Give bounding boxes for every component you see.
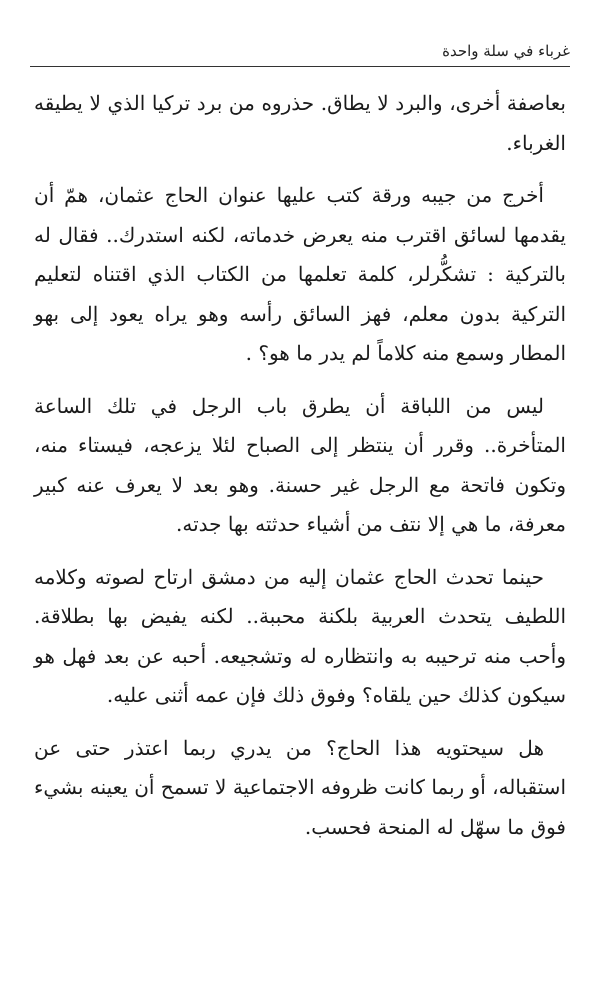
paragraph-4: حينما تحدث الحاج عثمان إليه من دمشق ارتاح لصوته وكلامه اللطيف يتحدث العربية بلكنة محببة.. لكنه يفيض بها بطلاقة. وأحب منه ترحيبه به وانتظاره له وتشجيعه. أحبه عن بعد فهل هو سيكون كذلك حين يلقاه؟ وفوق ذلك فإن عمه أثنى عليه.: [34, 564, 566, 707]
body-text: [34, 84, 566, 860]
header-divider: [30, 66, 570, 67]
paragraph-5: هل سيحتويه هذا الحاج؟ من يدري ربما اعتذر حتى عن استقباله، أو ربما كانت ظروفه الاجتماعية لا تسمح أن يعينه بشيء فوق ما سهّل له المنحة فحسب.: [34, 735, 566, 839]
paragraph-3: ليس من اللباقة أن يطرق باب الرجل في تلك الساعة المتأخرة.. وقرر أن ينتظر إلى الصباح لئلا يزعجه، فيستاء منه، وتكون فاتحة مع الرجل غير حسنة. وهو بعد لا يعرف عنه كبير معرفة، ما هي إلا نتف من أشياء حدثته بها جدته.: [34, 393, 566, 536]
paragraph-2: أخرج من جيبه ورقة كتب عليها عنوان الحاج عثمان، همّ أن يقدمها لسائق اقترب منه يعرض خدماته، لكنه استدرك.. فقال له بالتركية : تشكُّرلر، كلمة تعلمها من الكتاب الذي اقتناه لتعليم التركية بدون معلم، فهز السائق رأسه وهو يراه يعود إلى بهو المطار وسمع منه كلاماً لم يدر ما هو؟ .: [34, 183, 566, 365]
running-header: غرباء في سلة واحدة: [442, 42, 570, 60]
paragraph-1: بعاصفة أخرى، والبرد لا يطاق. حذروه من برد تركيا الذي لا يطيقه الغرباء.: [34, 91, 566, 155]
